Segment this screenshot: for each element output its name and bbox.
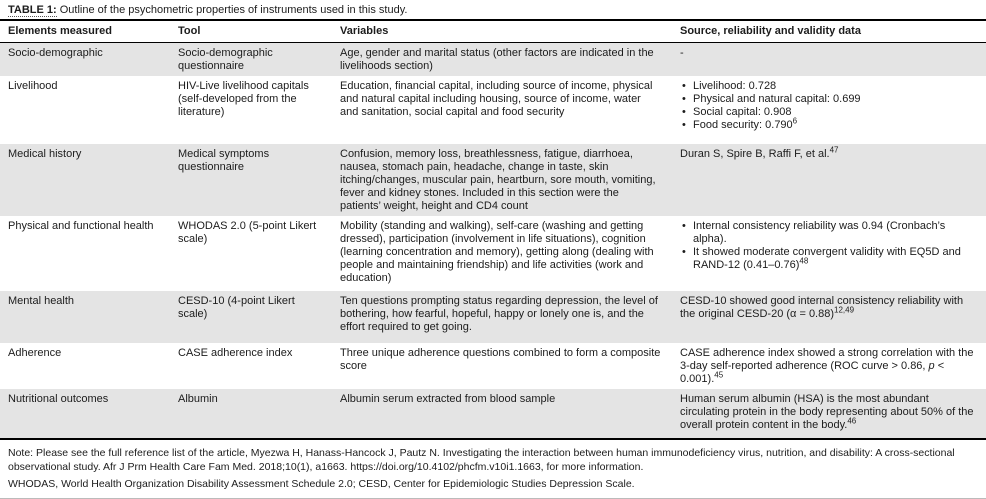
source-bullet-item bbox=[680, 106, 976, 119]
text-run: Livelihood: 0.728 bbox=[693, 80, 777, 92]
text-run: < 0.001). bbox=[680, 360, 945, 385]
cell-tool: CESD-10 (4-point Likert scale) bbox=[178, 295, 295, 320]
reference-superscript: 47 bbox=[829, 145, 839, 155]
cell-variables: Confusion, memory loss, breathlessness, fatigue, diarrhoea, nausea, stomach pain, headache, change in taste, skin itching/changes, muscular pain, heartburn, sore mouth, vomiting, fever and kidney stones. Included in this section were the patients’ weight, height and CD4 count bbox=[340, 148, 656, 212]
text-run: - bbox=[680, 47, 684, 59]
cell-source bbox=[672, 343, 986, 389]
psychometric-properties-table bbox=[0, 21, 986, 440]
cell-variables: Albumin serum extracted from blood sample bbox=[340, 393, 556, 405]
table-row bbox=[0, 144, 986, 216]
text-run: Food security: 0.790 bbox=[693, 119, 793, 131]
text-run: p bbox=[928, 360, 935, 372]
cell-variables: Age, gender and marital status (other factors are indicated in the livelihoods section) bbox=[340, 47, 654, 72]
text-run: Internal consistency reliability was 0.94 (Cronbach’s alpha). bbox=[693, 220, 946, 245]
cell-variables: Mobility (standing and walking), self-care (washing and getting dressed), participation (involvement in life situations), cognition (learning concentration and memory), getting along (dealing with people and maintaining friendship) and life activities (work and education) bbox=[340, 220, 654, 284]
cell-source bbox=[672, 216, 986, 291]
source-bullet-item bbox=[680, 220, 976, 246]
source-bullet-item bbox=[680, 246, 976, 272]
text-run: CESD-10 showed good internal consistency reliability with the original CESD-20 (α = 0.88) bbox=[680, 295, 964, 320]
bullet-icon: • bbox=[682, 106, 686, 118]
cell-source bbox=[672, 291, 986, 343]
table-row bbox=[0, 216, 986, 291]
cell-element-measured: Medical history bbox=[8, 148, 82, 160]
table-notes bbox=[0, 440, 986, 499]
text-run: Duran S, Spire B, Raffi F, et al. bbox=[680, 148, 830, 160]
text-run: Physical and natural capital: 0.699 bbox=[693, 93, 861, 105]
cell-source bbox=[672, 43, 986, 76]
table-body bbox=[0, 43, 986, 440]
column-header-source: Source, reliability and validity data bbox=[680, 25, 861, 37]
table-title-text: Outline of the psychometric properties of instruments used in this study. bbox=[59, 4, 408, 16]
text-run: It showed moderate convergent validity with EQ5D and RAND-12 (0.41–0.76) bbox=[693, 246, 961, 271]
cell-element-measured: Mental health bbox=[8, 295, 75, 307]
cell-variables: Ten questions prompting status regarding depression, the level of bothering, how fearful, hopeful, happy or lonely one is, and the effort required to get going. bbox=[340, 295, 658, 333]
cell-element-measured: Livelihood bbox=[8, 80, 58, 92]
reference-superscript: 45 bbox=[714, 370, 724, 380]
cell-tool: CASE adherence index bbox=[178, 347, 293, 359]
table-header-row bbox=[0, 21, 986, 43]
bullet-icon: • bbox=[682, 93, 686, 105]
cell-element-measured: Socio-demographic bbox=[8, 47, 103, 59]
source-bullet-item bbox=[680, 93, 976, 106]
table-row bbox=[0, 343, 986, 389]
table-title-label: TABLE 1: bbox=[8, 4, 57, 16]
cell-source bbox=[672, 76, 986, 144]
bullet-icon: • bbox=[682, 80, 686, 92]
cell-tool: Medical symptoms questionnaire bbox=[178, 148, 270, 173]
cell-variables: Education, financial capital, including source of income, physical and natural capital including housing, source of income, water and sanitation, social capital and food security bbox=[340, 80, 653, 118]
cell-variables: Three unique adherence questions combined to form a composite score bbox=[340, 347, 661, 372]
table-row bbox=[0, 76, 986, 144]
reference-superscript: 46 bbox=[847, 416, 857, 426]
reference-superscript: 6 bbox=[792, 116, 798, 126]
text-run: Social capital: 0.908 bbox=[693, 106, 792, 118]
abbreviation-note: WHODAS, World Health Organization Disability Assessment Schedule 2.0; CESD, Center for Epidemiologic Studies Depression Scale. bbox=[8, 478, 635, 490]
cell-element-measured: Adherence bbox=[8, 347, 62, 359]
reference-superscript: 48 bbox=[799, 256, 809, 266]
bullet-icon: • bbox=[682, 220, 686, 232]
cell-source bbox=[672, 144, 986, 216]
text-run: Human serum albumin (HSA) is the most abundant circulating protein in the body representing about 50% of the overall protein content in the body. bbox=[680, 393, 974, 431]
table-row bbox=[0, 291, 986, 343]
cell-source bbox=[672, 389, 986, 438]
table-row bbox=[0, 389, 986, 438]
bullet-icon: • bbox=[682, 119, 686, 131]
cell-tool: WHODAS 2.0 (5-point Likert scale) bbox=[178, 220, 317, 245]
column-header-tool: Tool bbox=[178, 25, 201, 37]
cell-tool: Socio-demographic questionnaire bbox=[178, 47, 273, 72]
column-header-variables: Variables bbox=[340, 25, 389, 37]
cell-tool: Albumin bbox=[178, 393, 218, 405]
text-run: CASE adherence index showed a strong correlation with the 3-day self-reported adherence (ROC curve > 0.86, bbox=[680, 347, 974, 372]
source-bullet-item bbox=[680, 80, 976, 93]
table-title bbox=[0, 0, 986, 21]
cell-tool: HIV-Live livelihood capitals (self-developed from the literature) bbox=[178, 80, 309, 118]
table-row bbox=[0, 43, 986, 76]
bullet-icon: • bbox=[682, 246, 686, 258]
column-header-elements-measured: Elements measured bbox=[8, 25, 112, 37]
source-bullet-item bbox=[680, 116, 976, 132]
reference-note: Note: Please see the full reference list of the article, Myezwa H, Hanass-Hancock J, Pautz N. Investigating the interaction between human immunodeficiency virus, nutrition, and disability: A cross-sectional observational study. Afr J Prm Health Care Fam Med. 2018;10(1), a1663. https://doi.org/10.4102/phcfm.v10i1.1663, for more information. bbox=[8, 447, 955, 473]
cell-element-measured: Physical and functional health bbox=[8, 220, 154, 232]
cell-element-measured: Nutritional outcomes bbox=[8, 393, 109, 405]
reference-superscript: 12,49 bbox=[834, 305, 855, 315]
